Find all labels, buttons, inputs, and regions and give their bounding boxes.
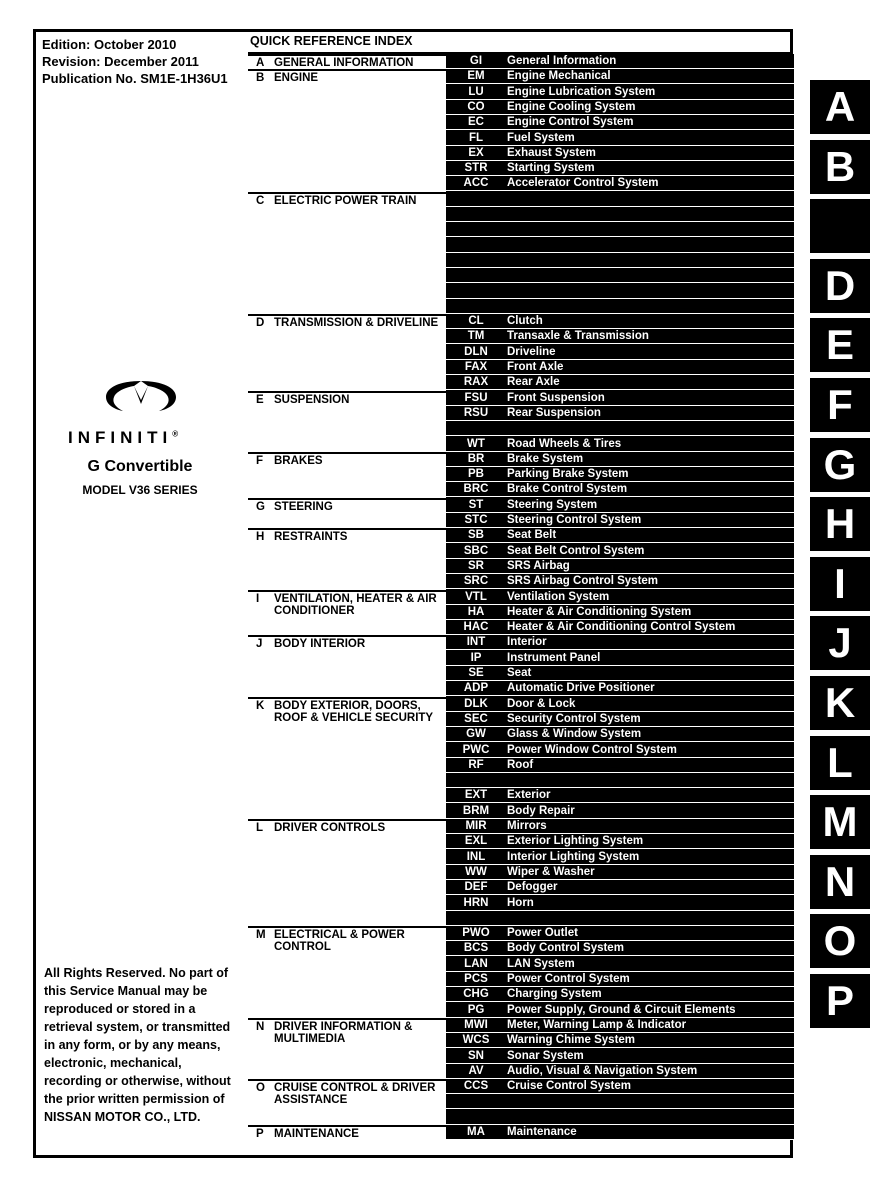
row-code: GW [466,728,486,741]
section-c [248,192,446,314]
row-title: Parking Brake System [507,468,629,481]
section-letter: O [256,1082,265,1095]
tab-j[interactable]: J [810,616,870,670]
index-title: QUICK REFERENCE INDEX [250,34,413,48]
section-k [248,697,446,819]
row-code: HA [467,605,485,618]
section-d [248,314,446,391]
section-letter: C [256,194,265,207]
registered-mark: ® [172,429,179,439]
tab-m[interactable]: M [810,795,870,849]
row-code: LU [468,85,484,98]
row-title: Engine Control System [507,116,634,129]
section-title: ENGINE [274,72,319,85]
row-title: Roof [507,758,534,771]
row-code: INT [466,636,486,649]
row-title: SRS Airbag [507,559,570,572]
row-code: MWI [464,1018,488,1031]
row-title: Brake System [507,452,584,465]
section-title: VENTILATION, HEATER & AIR CONDITIONER [274,592,437,617]
row-code: BCS [463,942,489,955]
row-code: EC [468,116,484,129]
section-letter: E [256,393,264,406]
publication-text: Publication No. SM1E-1H36U1 [42,71,228,86]
row-title: Maintenance [507,1126,577,1138]
row-title: Exterior Lighting System [507,835,644,848]
row-code: PWC [462,743,490,756]
tab-g[interactable]: G [810,438,870,492]
row-code: SB [468,529,484,542]
section-title: CRUISE CONTROL & DRIVER ASSISTANCE [274,1082,436,1107]
row-title: LAN System [507,957,575,970]
section-f [248,452,446,498]
row-code: FL [468,131,484,144]
edition-text: Edition: October 2010 [42,37,177,52]
section-b [248,69,446,191]
row-title: Body Repair [507,804,575,817]
tab-a[interactable]: A [810,80,870,134]
row-title: Fuel System [507,131,575,144]
model-name: G Convertible [87,458,193,475]
revision-text: Revision: December 2011 [42,54,199,69]
row-code: ST [468,498,484,511]
row-code: BRM [462,804,490,817]
tab-b[interactable]: B [810,140,870,194]
tab-l[interactable]: L [810,736,870,790]
tab-h[interactable]: H [810,497,870,551]
row-code: SE [468,667,484,679]
tab-o[interactable]: O [810,914,870,968]
row-code: PB [468,468,484,481]
section-letter: N [256,1020,265,1033]
row-title: Wiper & Washer [507,865,595,878]
row-title: Door & Lock [507,697,576,710]
row-code: STR [464,162,488,175]
row-code: ADP [463,682,489,695]
section-j [248,635,446,696]
section-o [248,1079,446,1125]
section-i [248,590,446,636]
row-code: FSU [464,391,488,404]
row-code: EXT [464,789,488,802]
row-title: Exhaust System [507,146,596,159]
row-code: WW [465,865,487,878]
section-title: STEERING [274,500,333,513]
section-n [248,1018,446,1079]
row-code: DLK [464,697,488,710]
row-code: CO [467,100,485,113]
section-l [248,819,446,926]
section-title: BODY EXTERIOR, DOORS, ROOF & VEHICLE SECURITY [274,699,434,724]
row-title: Sonar System [507,1049,584,1062]
section-letter: B [256,72,265,85]
tab-k[interactable]: K [810,676,870,730]
row-title: Power Control System [507,973,630,985]
row-title: Interior Lighting System [507,850,640,863]
section-title: TRANSMISSION & DRIVELINE [274,317,439,330]
row-title: Rear Suspension [507,406,601,419]
row-title: Front Axle [507,361,564,373]
row-code: PCS [464,973,488,985]
row-title: Automatic Drive Positioner [507,682,655,695]
row-code: BRC [463,483,489,496]
row-title: Ventilation System [507,590,610,603]
row-title: Front Suspension [507,391,605,404]
row-title: Power Window Control System [507,743,677,756]
tab-i[interactable]: I [810,557,870,611]
quick-reference-header [248,30,793,54]
row-title: Power Outlet [507,927,578,940]
section-e [248,391,446,452]
tab-n[interactable]: N [810,855,870,909]
section-title: SUSPENSION [274,393,350,406]
row-code: BR [467,452,485,465]
row-code: EX [468,146,484,159]
section-g [248,498,446,529]
row-title: Glass & Window System [507,728,642,741]
section-title: GENERAL INFORMATION [274,57,414,69]
row-title: Starting System [507,162,595,175]
section-title: BODY INTERIOR [274,638,366,651]
section-title: DRIVER INFORMATION & MULTIMEDIA [274,1020,413,1045]
row-title: Clutch [507,315,543,328]
row-title: Seat [507,667,532,679]
tab-d[interactable]: D [810,259,870,313]
row-title: Heater & Air Conditioning System [507,605,692,618]
section-m [248,926,446,1018]
tab-p[interactable]: P [810,974,870,1028]
edition-info [42,36,242,87]
row-title: SRS Airbag Control System [507,575,659,588]
row-code: SEC [464,712,488,725]
row-title: Instrument Panel [507,651,601,664]
row-title: Engine Mechanical [507,70,611,83]
row-title: Defogger [507,881,558,894]
row-code: DLN [464,345,488,358]
row-code: SRC [463,575,489,588]
copyright-notice: All Rights Reserved. No part of this Service Manual may be reproduced or stored in a retrieval system, or transmitted in any form, or by any means, electronic, mechanical, recording or otherwise, without the prior written permission of NISSAN MOTOR CO., LTD. [44,966,231,1124]
section-title: DRIVER CONTROLS [274,822,386,834]
row-code: STC [464,514,488,526]
section-title: MAINTENANCE [274,1128,359,1140]
row-title: Cruise Control System [507,1080,631,1093]
row-code: RF [468,758,484,771]
model-series: MODEL V36 SERIES [82,483,198,497]
row-title: Charging System [507,988,602,1001]
section-letter: A [256,57,265,69]
row-title: Heater & Air Conditioning Control System [507,621,736,634]
brand-name [68,428,178,448]
row-code: EXL [464,835,488,848]
section-a [248,54,446,69]
row-code: RAX [463,376,489,389]
section-title: BRAKES [274,454,323,467]
row-title: General Information [507,55,617,67]
row-code: GI [469,55,483,67]
row-title: Interior [507,636,547,649]
row-code: CL [468,315,484,328]
row-code: IP [470,651,482,664]
row-title: Engine Cooling System [507,100,636,113]
row-code: VTL [465,590,487,603]
row-code: CHG [463,988,489,1001]
infiniti-emblem-icon [103,378,179,414]
section-letter: J [256,638,263,651]
row-title: Transaxle & Transmission [507,330,649,343]
row-title: Power Supply, Ground & Circuit Elements [507,1003,736,1016]
row-title: Accelerator Control System [507,177,659,190]
section-h [248,528,446,589]
section-letter: F [256,454,264,467]
section-letter: K [256,699,265,712]
row-code: AV [468,1064,484,1077]
row-title: Exterior [507,789,551,802]
row-title: Body Control System [507,942,624,955]
row-code: MIR [465,820,487,832]
row-code: FAX [464,361,488,373]
section-letter: D [256,317,265,330]
row-title: Audio, Visual & Navigation System [507,1064,698,1077]
section-title: RESTRAINTS [274,531,348,544]
row-code: SN [468,1049,484,1062]
row-title: Mirrors [507,820,547,832]
row-title: Engine Lubrication System [507,85,656,98]
section-letter: H [256,531,265,544]
row-code: SBC [463,544,489,557]
section-letter: M [256,929,266,942]
tab-blank[interactable] [810,199,870,253]
section-p [248,1125,446,1140]
row-code: ACC [463,177,489,190]
row-code: WT [467,437,485,450]
section-letter: P [256,1128,264,1140]
row-code: HRN [463,896,489,909]
row-code: TM [467,330,485,343]
row-title: Horn [507,896,534,909]
row-title: Steering System [507,498,598,511]
row-title: Road Wheels & Tires [507,437,622,450]
row-title: Brake Control System [507,483,628,496]
row-title: Seat Belt Control System [507,544,645,557]
section-title: ELECTRIC POWER TRAIN [274,194,417,207]
row-code: LAN [464,957,488,970]
row-code: PWO [462,927,490,940]
brand-text: INFINITI [68,428,173,447]
row-title: Warning Chime System [507,1034,636,1047]
row-code: WCS [462,1034,490,1047]
row-code: MA [467,1126,485,1138]
tab-f[interactable]: F [810,378,870,432]
row-title: Steering Control System [507,514,642,526]
tab-e[interactable]: E [810,318,870,372]
row-title: Meter, Warning Lamp & Indicator [507,1018,687,1031]
row-code: PG [467,1003,485,1016]
row-code: CCS [463,1080,489,1093]
section-letter: I [256,592,260,605]
row-code: EM [467,70,485,83]
row-title: Rear Axle [507,376,560,389]
row-code: INL [466,850,486,863]
row-code: DEF [464,881,488,894]
row-title: Driveline [507,345,556,358]
row-divider [446,1139,794,1140]
row-title: Security Control System [507,712,641,725]
row-code: HAC [463,621,489,634]
section-letter: G [256,500,265,513]
row-code: RSU [463,406,489,419]
row-title: Seat Belt [507,529,557,542]
section-letter: L [256,822,264,834]
row-code: SR [468,559,484,572]
section-title: ELECTRICAL & POWER CONTROL [274,929,405,954]
